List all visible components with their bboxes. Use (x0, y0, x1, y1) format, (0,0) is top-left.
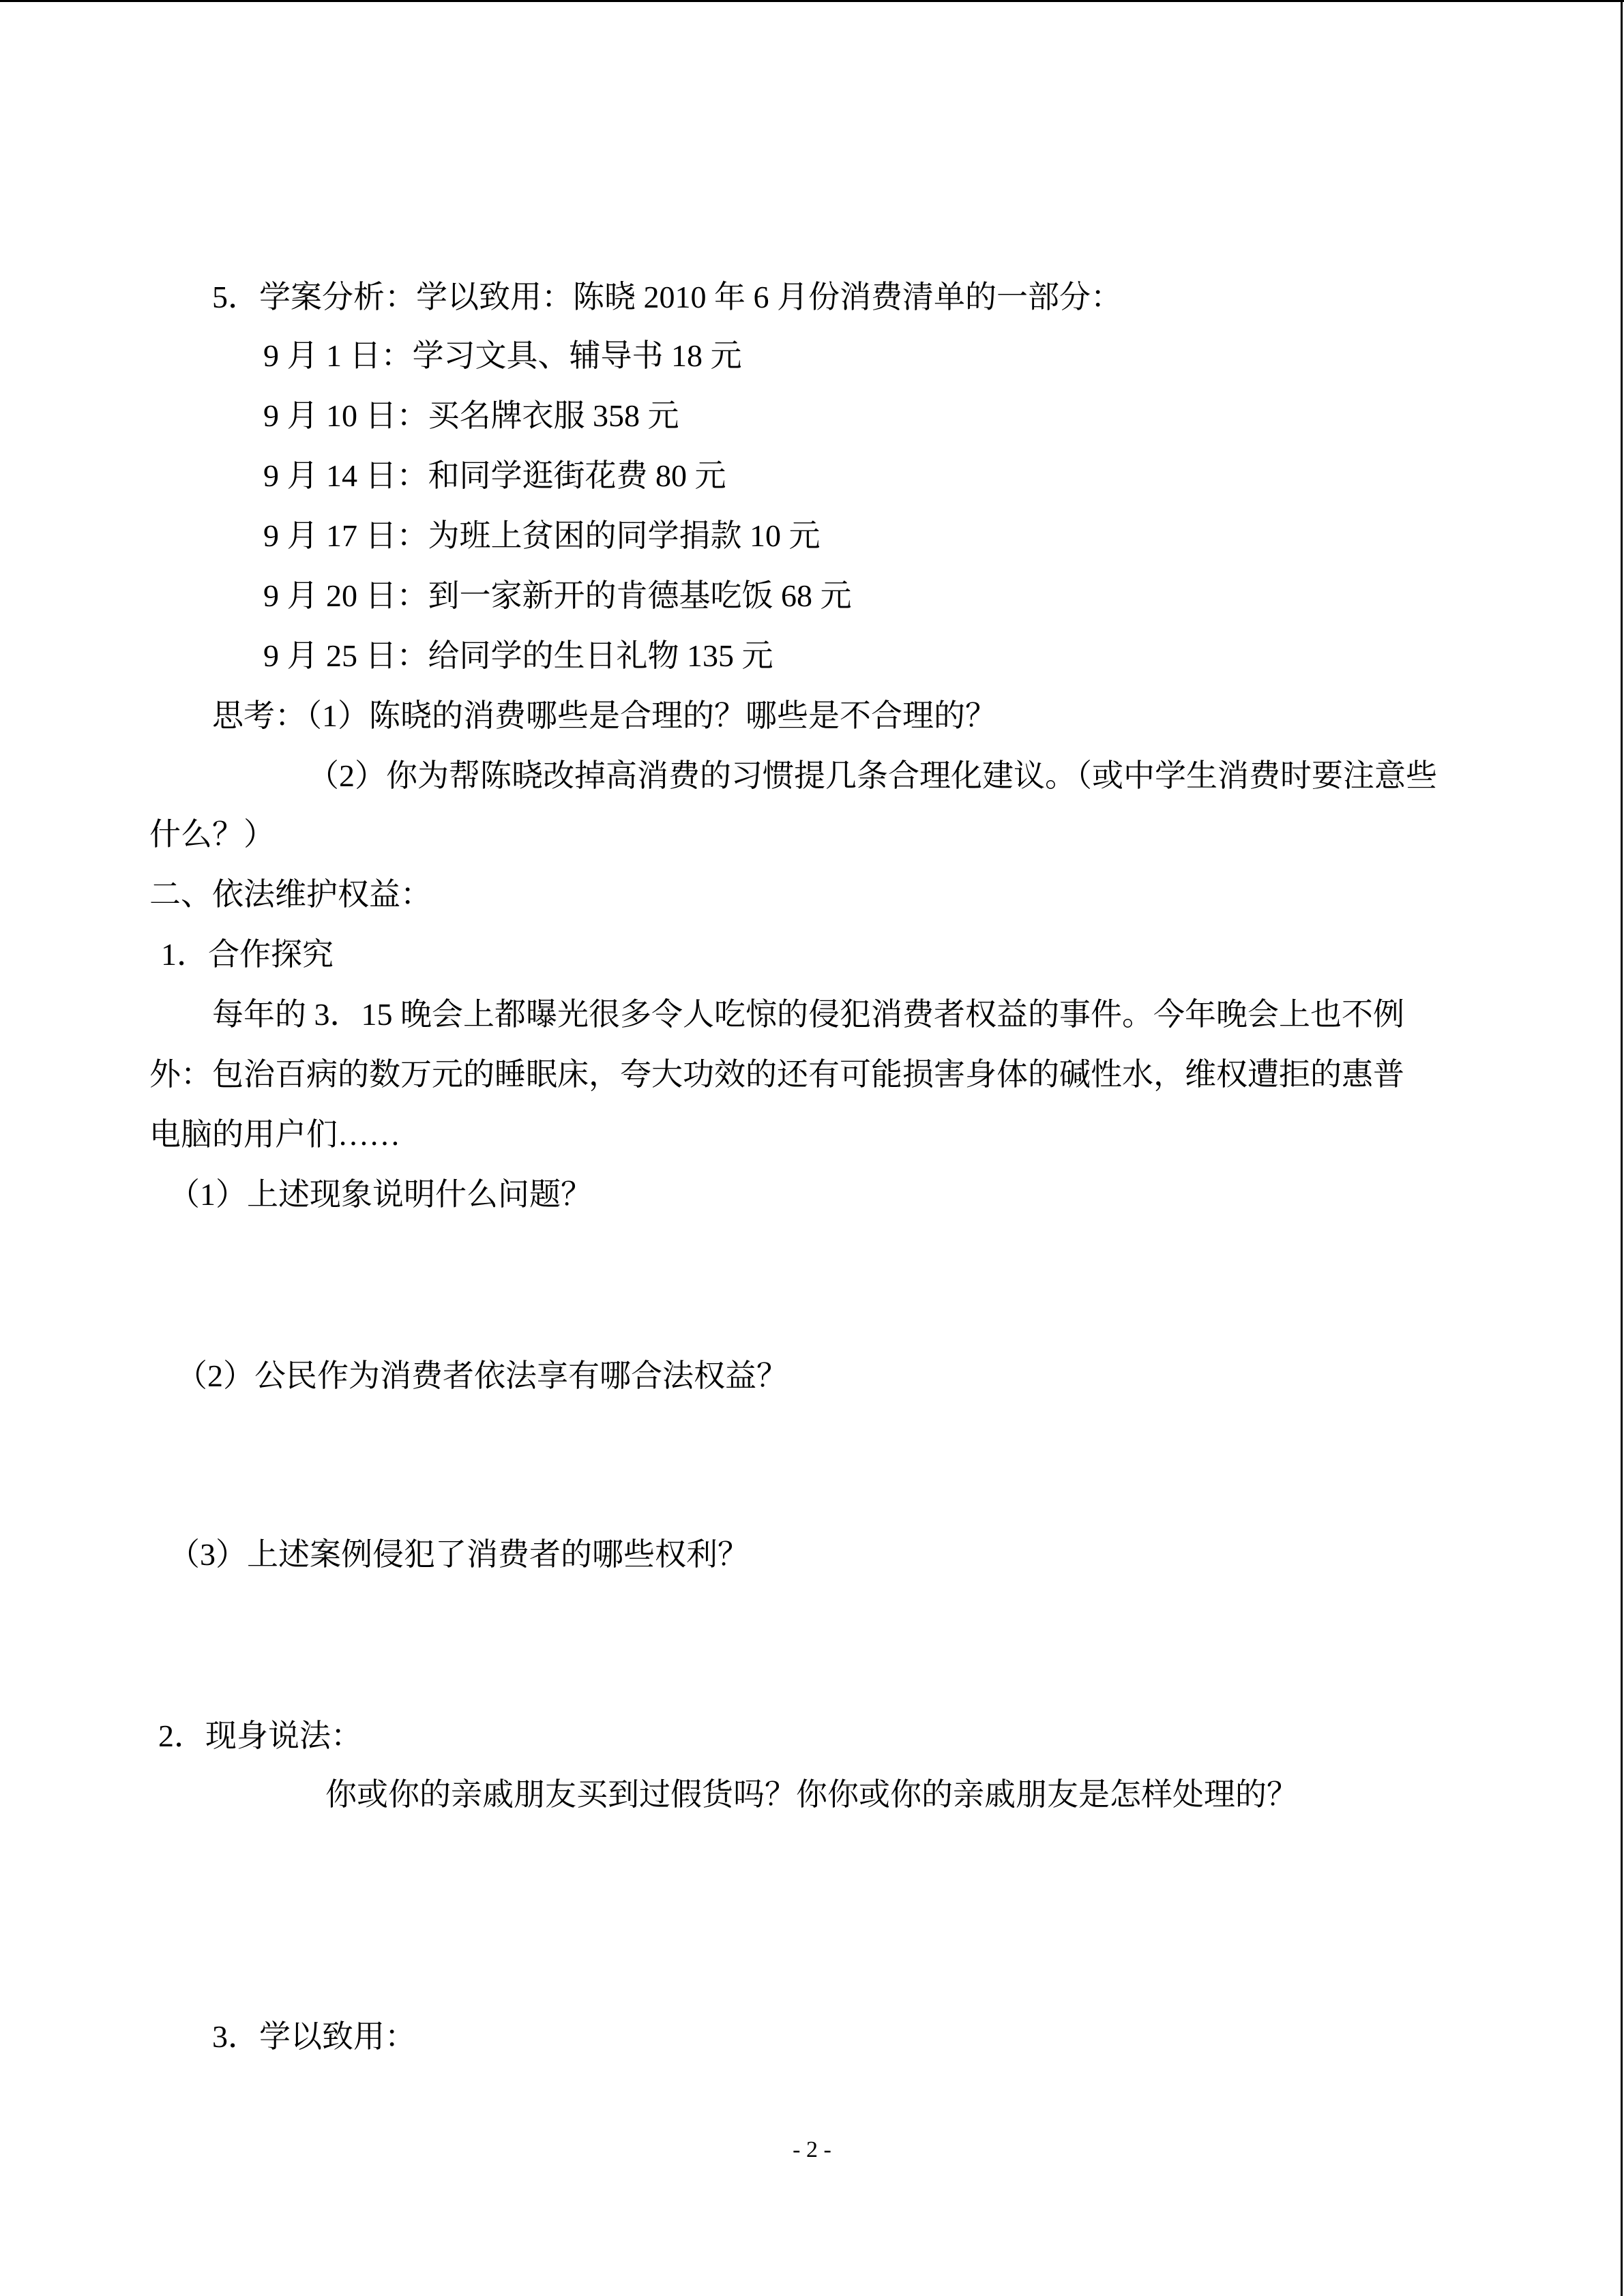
sub3-heading: 3．学以致用： (212, 2019, 416, 2054)
page-number: - 2 - (793, 2137, 831, 2162)
sub1-question-1: （1）上述现象说明什么问题？ (168, 1177, 592, 1212)
think-question-1: 思考：（1）陈晓的消费哪些是合理的？哪些是不合理的？ (212, 698, 996, 733)
page-right-border (1621, 0, 1623, 2296)
sub1-paragraph-line3: 电脑的用户们…… (149, 1117, 400, 1152)
expense-item-6: 9 月 25 日：给同学的生日礼物 135 元 (263, 638, 773, 673)
expense-item-3: 9 月 14 日：和同学逛街花费 80 元 (263, 458, 726, 493)
expense-item-4: 9 月 17 日：为班上贫困的同学捐款 10 元 (263, 518, 821, 553)
expense-item-2: 9 月 10 日：买名牌衣服 358 元 (263, 398, 679, 433)
sub1-question-3: （3）上述案例侵犯了消费者的哪些权利？ (168, 1537, 749, 1572)
think-question-2-line1: （2）你为帮陈晓改掉高消费的习惯提几条合理化建议。（或中学生消费时要注意些 (308, 758, 1437, 793)
page-top-border (0, 0, 1624, 2)
sub1-paragraph-line2: 外：包治百病的数万元的睡眠床，夸大功效的还有可能损害身体的碱性水，维权遭拒的惠普 (149, 1057, 1404, 1092)
sub1-heading: 1．合作探究 (161, 937, 334, 972)
part2-heading: 二、依法维护权益： (149, 877, 432, 912)
sub1-question-2: （2）公民作为消费者依法享有哪合法权益？ (176, 1358, 788, 1393)
expense-item-1: 9 月 1 日：学习文具、辅导书 18 元 (263, 338, 742, 373)
sub1-paragraph-line1: 每年的 3．15 晚会上都曝光很多令人吃惊的侵犯消费者权益的事件。今年晚会上也不例 (212, 997, 1404, 1032)
section5-heading: 5．学案分析：学以致用：陈晓 2010 年 6 月份消费清单的一部分： (212, 280, 1122, 314)
sub2-question: 你或你的亲戚朋友买到过假货吗？你你或你的亲戚朋友是怎样处理的？ (325, 1777, 1298, 1812)
sub2-heading: 2．现身说法： (158, 1718, 362, 1753)
expense-item-5: 9 月 20 日：到一家新开的肯德基吃饭 68 元 (263, 578, 852, 613)
think-question-2-line2: 什么？） (149, 817, 275, 852)
